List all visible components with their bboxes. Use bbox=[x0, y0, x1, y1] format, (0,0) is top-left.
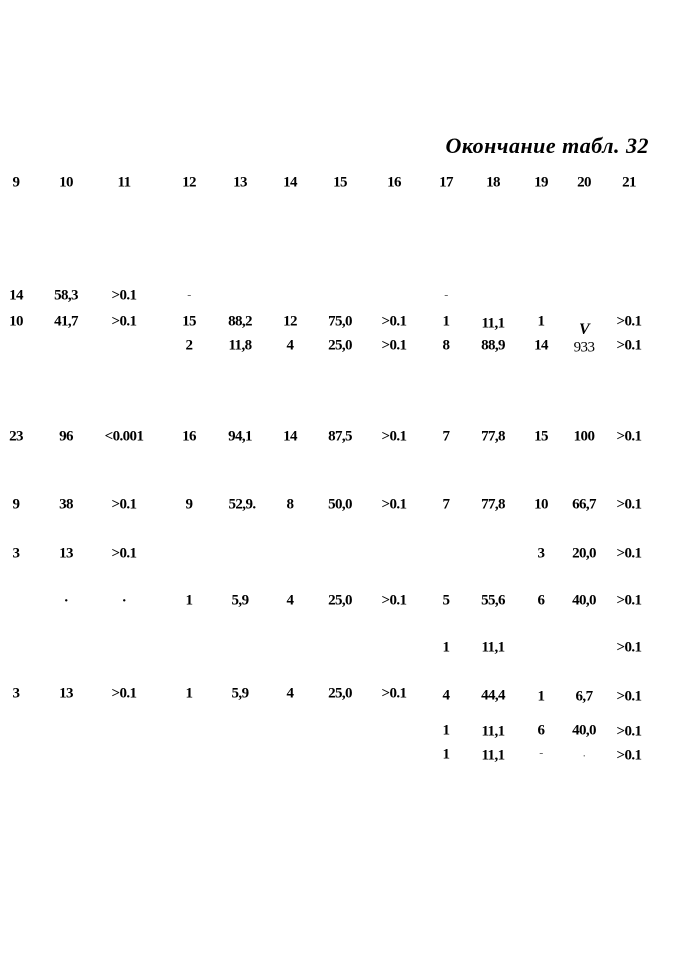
cell-r3-c10: 96 bbox=[59, 428, 73, 445]
cell-r4-c16: >0.1 bbox=[381, 496, 407, 513]
cell-r10-c19: - bbox=[539, 745, 543, 760]
cell-r8-c10: 13 bbox=[59, 685, 73, 702]
cell-r9-c19: 6 bbox=[537, 722, 545, 739]
cell-r1-c20: V bbox=[578, 321, 590, 338]
cell-r6-c20: 40,0 bbox=[572, 592, 596, 609]
cell-r3-c11: <0.001 bbox=[104, 428, 144, 445]
cell-r0-c10: 58,3 bbox=[54, 287, 78, 304]
cell-r3-c12: 16 bbox=[182, 428, 196, 445]
cell-r2-c12: 2 bbox=[185, 337, 193, 354]
cell-r4-c11: >0.1 bbox=[111, 496, 137, 513]
cell-r2-c16: >0.1 bbox=[381, 337, 407, 354]
cell-r4-c20: 66,7 bbox=[572, 496, 596, 513]
cell-r6-c18: 55,6 bbox=[481, 592, 505, 609]
cell-r1-c21: >0.1 bbox=[616, 313, 642, 330]
cell-r3-c19: 15 bbox=[534, 428, 548, 445]
col-header-11: 11 bbox=[117, 174, 131, 191]
cell-r7-c21: >0.1 bbox=[616, 639, 642, 656]
cell-r3-c16: >0.1 bbox=[381, 428, 407, 445]
cell-r6-c21: >0.1 bbox=[616, 592, 642, 609]
cell-r3-c14: 14 bbox=[283, 428, 297, 445]
cell-r10-c20: . bbox=[582, 745, 586, 760]
cell-r3-c17: 7 bbox=[442, 428, 450, 445]
cell-r8-c19: 1 bbox=[537, 688, 545, 705]
col-header-19: 19 bbox=[534, 174, 548, 191]
cell-r1-c16: >0.1 bbox=[381, 313, 407, 330]
cell-r8-c12: 1 bbox=[185, 685, 193, 702]
cell-r10-c18: 11,1 bbox=[481, 747, 505, 764]
cell-r2-c13: 11,8 bbox=[228, 337, 252, 354]
cell-r2-c21: >0.1 bbox=[616, 337, 642, 354]
cell-r6-c15: 25,0 bbox=[328, 592, 352, 609]
cell-r4-c15: 50,0 bbox=[328, 496, 352, 513]
col-header-9: 9 bbox=[12, 174, 20, 191]
cell-r2-c15: 25,0 bbox=[328, 337, 352, 354]
cell-r7-c17: 1 bbox=[442, 639, 450, 656]
cell-r8-c13: 5,9 bbox=[231, 685, 249, 702]
cell-r4-c13: 52,9. bbox=[228, 496, 256, 513]
cell-r2-c19: 14 bbox=[534, 337, 548, 354]
cell-r3-c18: 77,8 bbox=[481, 428, 505, 445]
cell-r1-c10: 41,7 bbox=[54, 313, 78, 330]
cell-r9-c21: >0.1 bbox=[616, 723, 642, 740]
cell-r8-c16: >0.1 bbox=[381, 685, 407, 702]
cell-r6-c10: . bbox=[64, 589, 68, 606]
cell-r0-c11: >0.1 bbox=[111, 287, 137, 304]
cell-r4-c12: 9 bbox=[185, 496, 193, 513]
cell-r2-c18: 88,9 bbox=[481, 337, 505, 354]
col-header-15: 15 bbox=[333, 174, 347, 191]
cell-r9-c18: 11,1 bbox=[481, 723, 505, 740]
col-header-20: 20 bbox=[577, 174, 591, 191]
cell-r3-c9: 23 bbox=[9, 428, 23, 445]
cell-r8-c15: 25,0 bbox=[328, 685, 352, 702]
cell-r1-c19: 1 bbox=[537, 313, 545, 330]
cell-r6-c14: 4 bbox=[286, 592, 294, 609]
cell-r0-c17: - bbox=[444, 287, 448, 302]
cell-r3-c13: 94,1 bbox=[228, 428, 252, 445]
cell-r6-c13: 5,9 bbox=[231, 592, 249, 609]
cell-r6-c11: . bbox=[122, 589, 126, 606]
cell-r4-c9: 9 bbox=[12, 496, 20, 513]
cell-r4-c18: 77,8 bbox=[481, 496, 505, 513]
cell-r8-c20: 6,7 bbox=[575, 688, 593, 705]
cell-r2-c14: 4 bbox=[286, 337, 294, 354]
cell-r1-c17: 1 bbox=[442, 313, 450, 330]
col-header-16: 16 bbox=[387, 174, 401, 191]
cell-r1-c11: >0.1 bbox=[111, 313, 137, 330]
cell-r8-c14: 4 bbox=[286, 685, 294, 702]
cell-r5-c9: 3 bbox=[12, 545, 20, 562]
cell-r7-c18: 11,1 bbox=[481, 639, 505, 656]
cell-r10-c17: 1 bbox=[442, 746, 450, 763]
col-header-17: 17 bbox=[439, 174, 453, 191]
cell-r1-c15: 75,0 bbox=[328, 313, 352, 330]
cell-r1-c12: 15 bbox=[182, 313, 196, 330]
cell-r1-c9: 10 bbox=[9, 313, 23, 330]
cell-r4-c17: 7 bbox=[442, 496, 450, 513]
cell-r0-c12: - bbox=[187, 287, 191, 302]
cell-r6-c19: 6 bbox=[537, 592, 545, 609]
col-header-14: 14 bbox=[283, 174, 297, 191]
cell-r2-c17: 8 bbox=[442, 337, 450, 354]
cell-r8-c11: >0.1 bbox=[111, 685, 137, 702]
cell-r9-c17: 1 bbox=[442, 722, 450, 739]
col-header-12: 12 bbox=[182, 174, 196, 191]
cell-r1-c13: 88,2 bbox=[228, 313, 252, 330]
table-caption: Окончание табл. 32 bbox=[445, 133, 649, 158]
cell-r1-c18: 11,1 bbox=[481, 315, 505, 332]
cell-r6-c17: 5 bbox=[442, 592, 450, 609]
col-header-21: 21 bbox=[622, 174, 636, 191]
cell-r10-c21: >0.1 bbox=[616, 747, 642, 764]
cell-r2-c20: 933 bbox=[573, 339, 595, 356]
col-header-18: 18 bbox=[486, 174, 500, 191]
cell-r6-c12: 1 bbox=[185, 592, 193, 609]
cell-r8-c18: 44,4 bbox=[481, 687, 505, 704]
cell-r9-c20: 40,0 bbox=[572, 722, 596, 739]
cell-r3-c21: >0.1 bbox=[616, 428, 642, 445]
cell-r4-c10: 38 bbox=[59, 496, 73, 513]
cell-r3-c15: 87,5 bbox=[328, 428, 352, 445]
cell-r5-c11: >0.1 bbox=[111, 545, 137, 562]
cell-r6-c16: >0.1 bbox=[381, 592, 407, 609]
cell-r3-c20: 100 bbox=[573, 428, 595, 445]
cell-r0-c9: 14 bbox=[9, 287, 23, 304]
cell-r5-c21: >0.1 bbox=[616, 545, 642, 562]
cell-r5-c10: 13 bbox=[59, 545, 73, 562]
cell-r5-c20: 20,0 bbox=[572, 545, 596, 562]
col-header-13: 13 bbox=[233, 174, 247, 191]
cell-r5-c19: 3 bbox=[537, 545, 545, 562]
cell-r1-c14: 12 bbox=[283, 313, 297, 330]
cell-r8-c21: >0.1 bbox=[616, 688, 642, 705]
cell-r4-c14: 8 bbox=[286, 496, 294, 513]
cell-r4-c19: 10 bbox=[534, 496, 548, 513]
cell-r8-c9: 3 bbox=[12, 685, 20, 702]
cell-r8-c17: 4 bbox=[442, 687, 450, 704]
cell-r4-c21: >0.1 bbox=[616, 496, 642, 513]
col-header-10: 10 bbox=[59, 174, 73, 191]
